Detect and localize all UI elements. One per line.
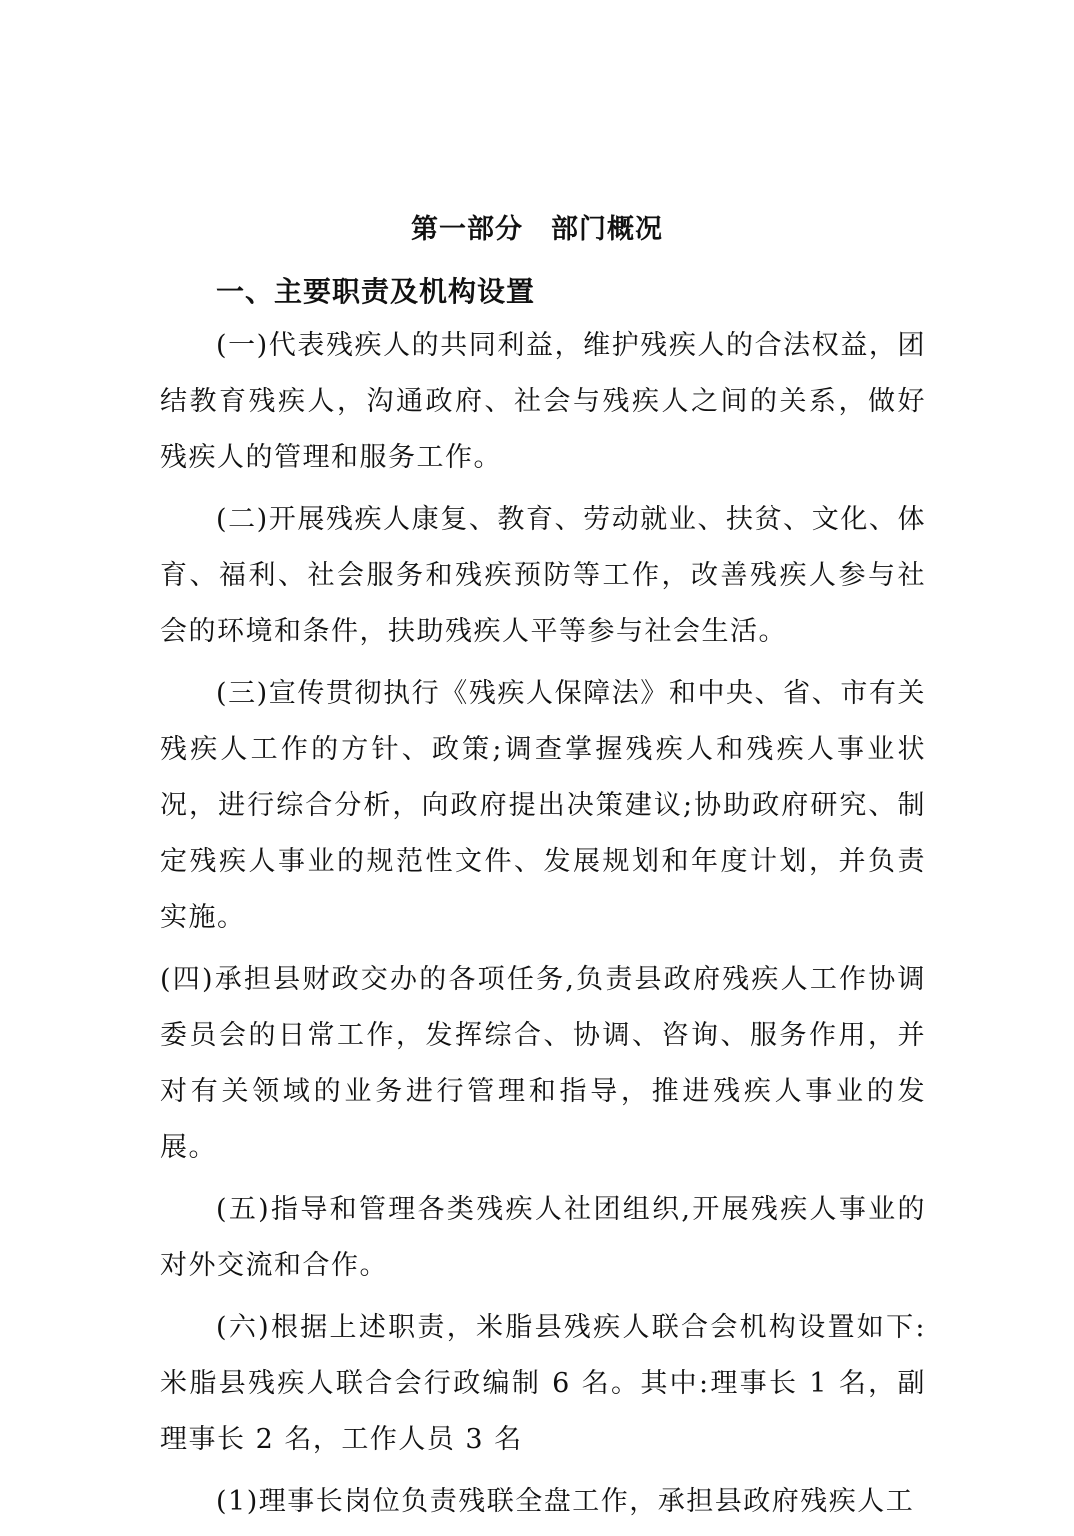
- page-title: 第一部分 部门概况: [411, 214, 663, 245]
- paragraph-2: (二)开展残疾人康复、教育、劳动就业、扶贫、文化、体育、福利、社会服务和残疾预防等工作，改善残疾人参与社会的环境和条件，扶助残疾人平等参与社会生活。: [160, 504, 926, 647]
- paragraph-1: (一)代表残疾人的共同利益，维护残疾人的合法权益，团结教育残疾人，沟通政府、社会与残疾人之间的关系，做好残疾人的管理和服务工作。: [160, 330, 926, 473]
- paragraph-6: (六)根据上述职责，米脂县残疾人联合会机构设置如下:米脂县残疾人联合会行政编制 6 名。其中:理事长 1 名，副理事长 2 名，工作人员 3 名: [160, 1312, 926, 1455]
- paragraph-4: (四)承担县财政交办的各项任务,负责县政府残疾人工作协调委员会的日常工作，发挥综合、协调、咨询、服务作用，并对有关领域的业务进行管理和指导，推进残疾人事业的发展。: [160, 964, 926, 1163]
- section-heading: 一、主要职责及机构设置: [216, 275, 536, 308]
- paragraph-3: (三)宣传贯彻执行《残疾人保障法》和中央、省、市有关残疾人工作的方针、政策;调查掌握残疾人和残疾人事业状况，进行综合分析，向政府提出决策建议;协助政府研究、制定残疾人事业的规范性文件、发展规划和年度计划，并负责实施。: [160, 678, 926, 933]
- paragraph-7: (1)理事长岗位负责残联全盘工作，承担县政府残疾人工: [216, 1486, 915, 1517]
- document-body: [160, 318, 926, 1536]
- paragraph-5: (五)指导和管理各类残疾人社团组织,开展残疾人事业的对外交流和合作。: [160, 1194, 926, 1281]
